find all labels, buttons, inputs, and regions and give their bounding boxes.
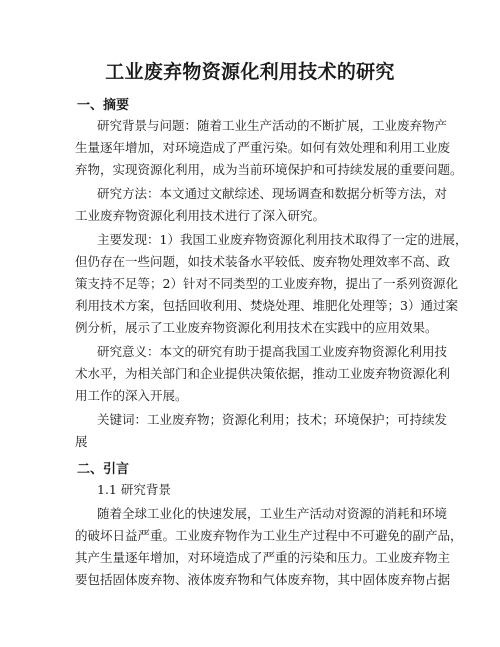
abstract-background-line-2: 生量逐年增加，对环境造成了严重污染。如何有效处理和利用工业废 — [75, 140, 451, 155]
abstract-findings-line-2: 但仍存在一些问题，如技术装备水平较低、废弃物处理效率不高、政 — [75, 254, 451, 269]
keywords-line-2: 展 — [75, 434, 88, 449]
section-heading-abstract: 一、摘要 — [77, 98, 130, 113]
abstract-findings-line-1: 主要发现：1）我国工业废弃物资源化利用技术取得了一定的进展， — [97, 232, 468, 247]
document-title: 工业废弃物资源化利用技术的研究 — [105, 61, 395, 83]
abstract-findings-line-5: 例分析，展示了工业废弃物资源化利用技术在实践中的应用效果。 — [75, 320, 438, 335]
intro-background-line-4: 要包括固体废弃物、液体废弃物和气体废弃物，其中固体废弃物占据 — [75, 572, 451, 587]
abstract-significance-line-3: 用工作的深入开展。 — [75, 388, 188, 403]
abstract-background-line-3: 弃物，实现资源化利用，成为当前环境保护和可持续发展的重要问题。 — [75, 162, 463, 177]
intro-background-line-3: 其产生量逐年增加，对环境造成了严重的污染和压力。工业废弃物主 — [75, 550, 451, 565]
abstract-significance-line-1: 研究意义：本文的研究有助于提高我国工业废弃物资源化利用技 — [97, 344, 448, 359]
subsection-heading-background: 1.1 研究背景 — [97, 482, 171, 497]
abstract-method-line-2: 工业废弃物资源化利用技术进行了深入研究。 — [75, 208, 326, 223]
abstract-background-line-1: 研究背景与问题：随着工业生产活动的不断扩展，工业废弃物产 — [97, 118, 448, 133]
intro-background-line-2: 的破坏日益严重。工业废弃物作为工业生产过程中不可避免的副产品， — [75, 528, 463, 543]
abstract-method-line-1: 研究方法：本文通过文献综述、现场调查和数据分析等方法，对 — [97, 186, 448, 201]
abstract-findings-line-3: 策支持不足等；2）针对不同类型的工业废弃物，提出了一系列资源化 — [75, 276, 458, 291]
abstract-significance-line-2: 术水平，为相关部门和企业提供决策依据，推动工业废弃物资源化利 — [75, 366, 451, 381]
keywords-line-1: 关键词：工业废弃物；资源化利用；技术；环境保护；可持续发 — [97, 412, 448, 427]
abstract-findings-line-4: 利用技术方案，包括回收利用、焚烧处理、堆肥化处理等；3）通过案 — [75, 298, 458, 313]
intro-background-line-1: 随着全球工业化的快速发展，工业生产活动对资源的消耗和环境 — [97, 506, 448, 521]
section-heading-introduction: 二、引言 — [77, 462, 130, 477]
